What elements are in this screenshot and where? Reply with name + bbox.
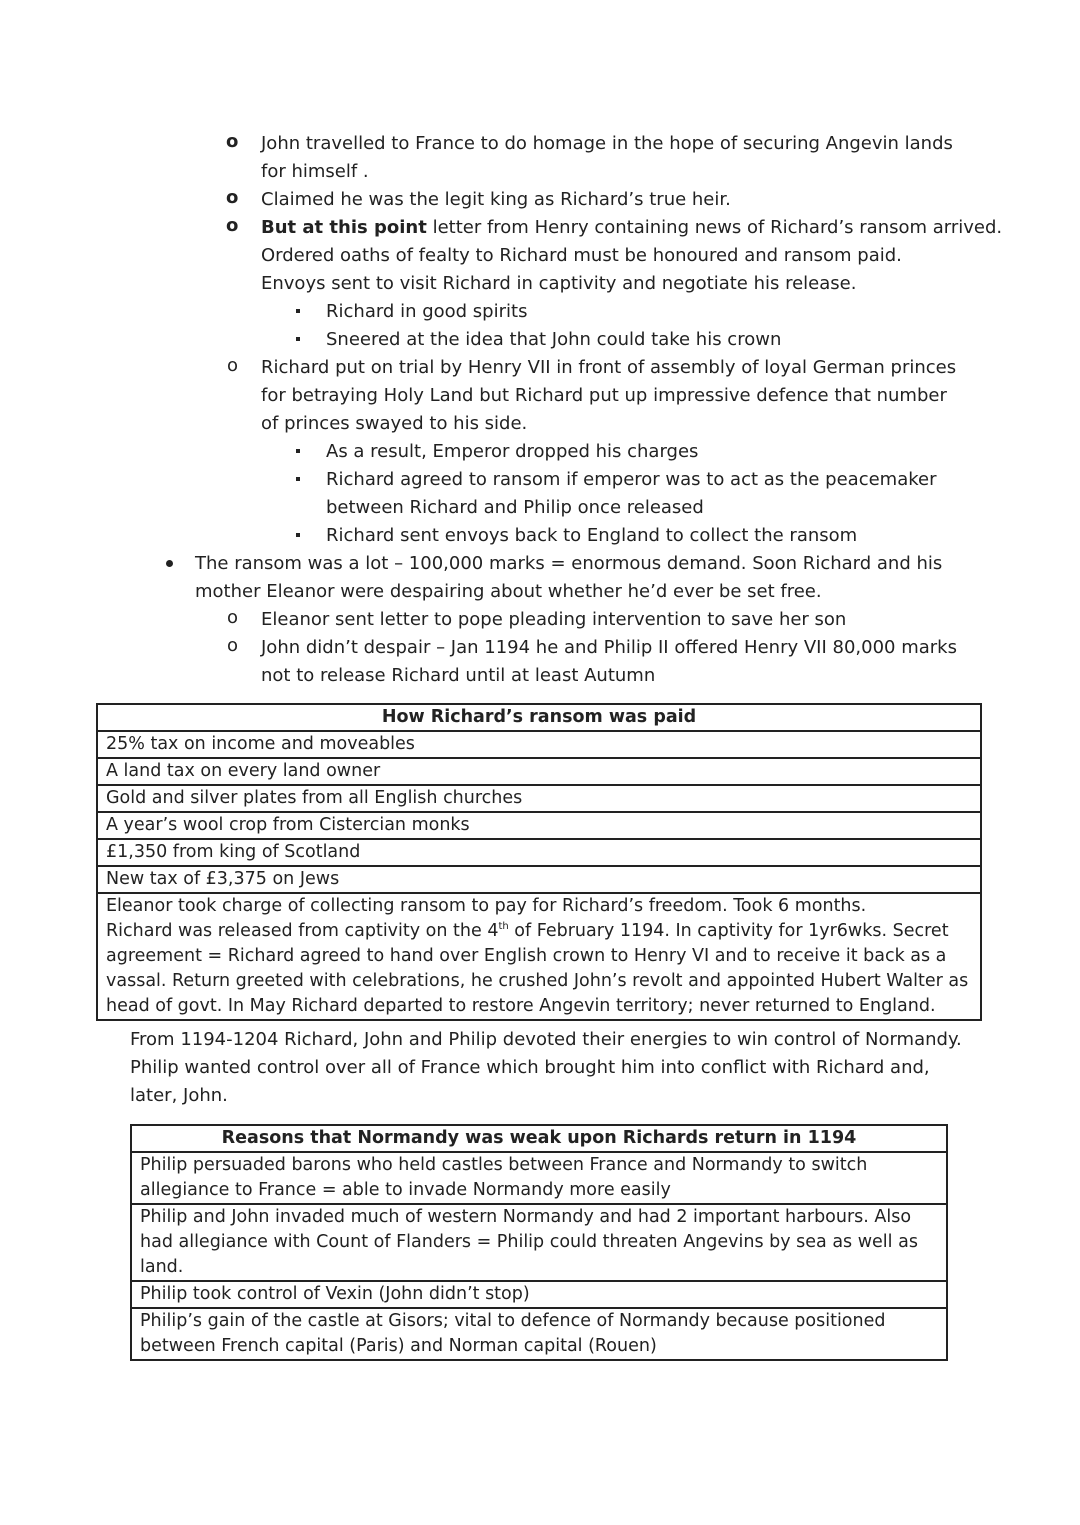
paragraph-line: From 1194-1204 Richard, John and Philip devoted their energies to win control of Normandy. (130, 1029, 962, 1050)
list-item-line: for himself . (261, 161, 369, 182)
summary-line: head of govt. In May Richard departed to restore Angevin territory; never returned to England. (106, 996, 936, 1016)
row-line: Philip took control of Vexin (John didn’t stop) (140, 1284, 530, 1304)
bullet-o-icon: o (227, 635, 239, 656)
summary-line: agreement = Richard agreed to hand over English crown to Henry VI and to receive it back as a (106, 946, 947, 966)
main-bullet-line: The ransom was a lot – 100,000 marks = enormous demand. Soon Richard and his (195, 553, 943, 574)
bold-lead: But at this point (261, 217, 427, 238)
table-row: A year’s wool crop from Cistercian monks (97, 812, 981, 839)
main-bullet-line: mother Eleanor were despairing about whether he’d ever be set free. (195, 581, 822, 602)
table-row: New tax of £3,375 on Jews (97, 866, 981, 893)
square-bullet-icon (296, 449, 300, 453)
paragraph-line: later, John. (130, 1085, 228, 1106)
list-item-line: John travelled to France to do homage in the hope of securing Angevin lands (261, 133, 953, 154)
table-row (131, 1281, 947, 1308)
row-line: Philip’s gain of the castle at Gisors; vital to defence of Normandy because positioned (140, 1311, 886, 1331)
summary-text: of February 1194. In captivity for 1yr6wks. Secret (508, 921, 949, 941)
list-item-line: Richard put on trial by Henry VII in front of assembly of loyal German princes (261, 357, 957, 378)
table-header: How Richard’s ransom was paid (97, 704, 981, 731)
sub-item: between Richard and Philip once released (326, 497, 704, 518)
row-line: between French capital (Paris) and Norman capital (Rouen) (140, 1336, 657, 1356)
list-item-line: of princes swayed to his side. (261, 413, 528, 434)
ordinal-suffix: th (498, 921, 509, 933)
sub-item: John didn’t despair – Jan 1194 he and Philip II offered Henry VII 80,000 marks (261, 637, 957, 658)
row-line: land. (140, 1257, 184, 1277)
list-item-line: for betraying Holy Land but Richard put up impressive defence that number (261, 385, 947, 406)
sub-item: Richard sent envoys back to England to collect the ransom (326, 525, 858, 546)
list-item-line (261, 214, 1002, 242)
square-bullet-icon (296, 477, 300, 481)
summary-text: Richard was released from captivity on the 4 (106, 921, 499, 941)
table-header: Reasons that Normandy was weak upon Richards return in 1194 (131, 1125, 947, 1152)
table-row: 25% tax on income and moveables (97, 731, 981, 758)
table-summary-cell (97, 893, 981, 1020)
normandy-table (130, 1124, 948, 1361)
row-line: allegiance to France = able to invade Normandy more easily (140, 1180, 671, 1200)
table-row: A land tax on every land owner (97, 758, 981, 785)
sub-item: Richard in good spirits (326, 301, 528, 322)
sub-item: Eleanor sent letter to pope pleading intervention to save her son (261, 609, 847, 630)
dot-bullet-icon (166, 560, 173, 567)
summary-line: vassal. Return greeted with celebrations, he crushed John’s revolt and appointed Hubert Walter as (106, 971, 969, 991)
summary-line (106, 919, 972, 944)
row-line: had allegiance with Count of Flanders = Philip could threaten Angevins by sea as well as (140, 1232, 918, 1252)
list-item-line: Claimed he was the legit king as Richard’s true heir. (261, 189, 731, 210)
list-item-line: Envoys sent to visit Richard in captivity and negotiate his release. (261, 273, 857, 294)
bullet-o-icon: o (226, 131, 239, 152)
row-line: Philip and John invaded much of western Normandy and had 2 important harbours. Also (140, 1207, 912, 1227)
bullet-o-icon: o (227, 355, 239, 376)
summary-line: Eleanor took charge of collecting ransom to pay for Richard’s freedom. Took 6 months. (106, 896, 867, 916)
list-item-line: Ordered oaths of fealty to Richard must be honoured and ransom paid. (261, 245, 902, 266)
table-row: Gold and silver plates from all English churches (97, 785, 981, 812)
table-row (131, 1152, 947, 1204)
bullet-o-icon: o (227, 607, 239, 628)
square-bullet-icon (296, 533, 300, 537)
sub-item: not to release Richard until at least Autumn (261, 665, 656, 686)
ransom-table (96, 703, 982, 1021)
table-row (131, 1204, 947, 1281)
sub-item: Richard agreed to ransom if emperor was to act as the peacemaker (326, 469, 937, 490)
sub-item: As a result, Emperor dropped his charges (326, 441, 699, 462)
lead-rest: letter from Henry containing news of Richard’s ransom arrived. (426, 217, 1003, 238)
square-bullet-icon (296, 337, 300, 341)
square-bullet-icon (296, 309, 300, 313)
sub-item: Sneered at the idea that John could take his crown (326, 329, 782, 350)
bullet-o-icon: o (226, 215, 239, 236)
table-row: £1,350 from king of Scotland (97, 839, 981, 866)
row-line: Philip persuaded barons who held castles between France and Normandy to switch (140, 1155, 868, 1175)
table-row (131, 1308, 947, 1360)
bullet-o-icon: o (226, 187, 239, 208)
paragraph-line: Philip wanted control over all of France which brought him into conflict with Richard and, (130, 1057, 930, 1078)
